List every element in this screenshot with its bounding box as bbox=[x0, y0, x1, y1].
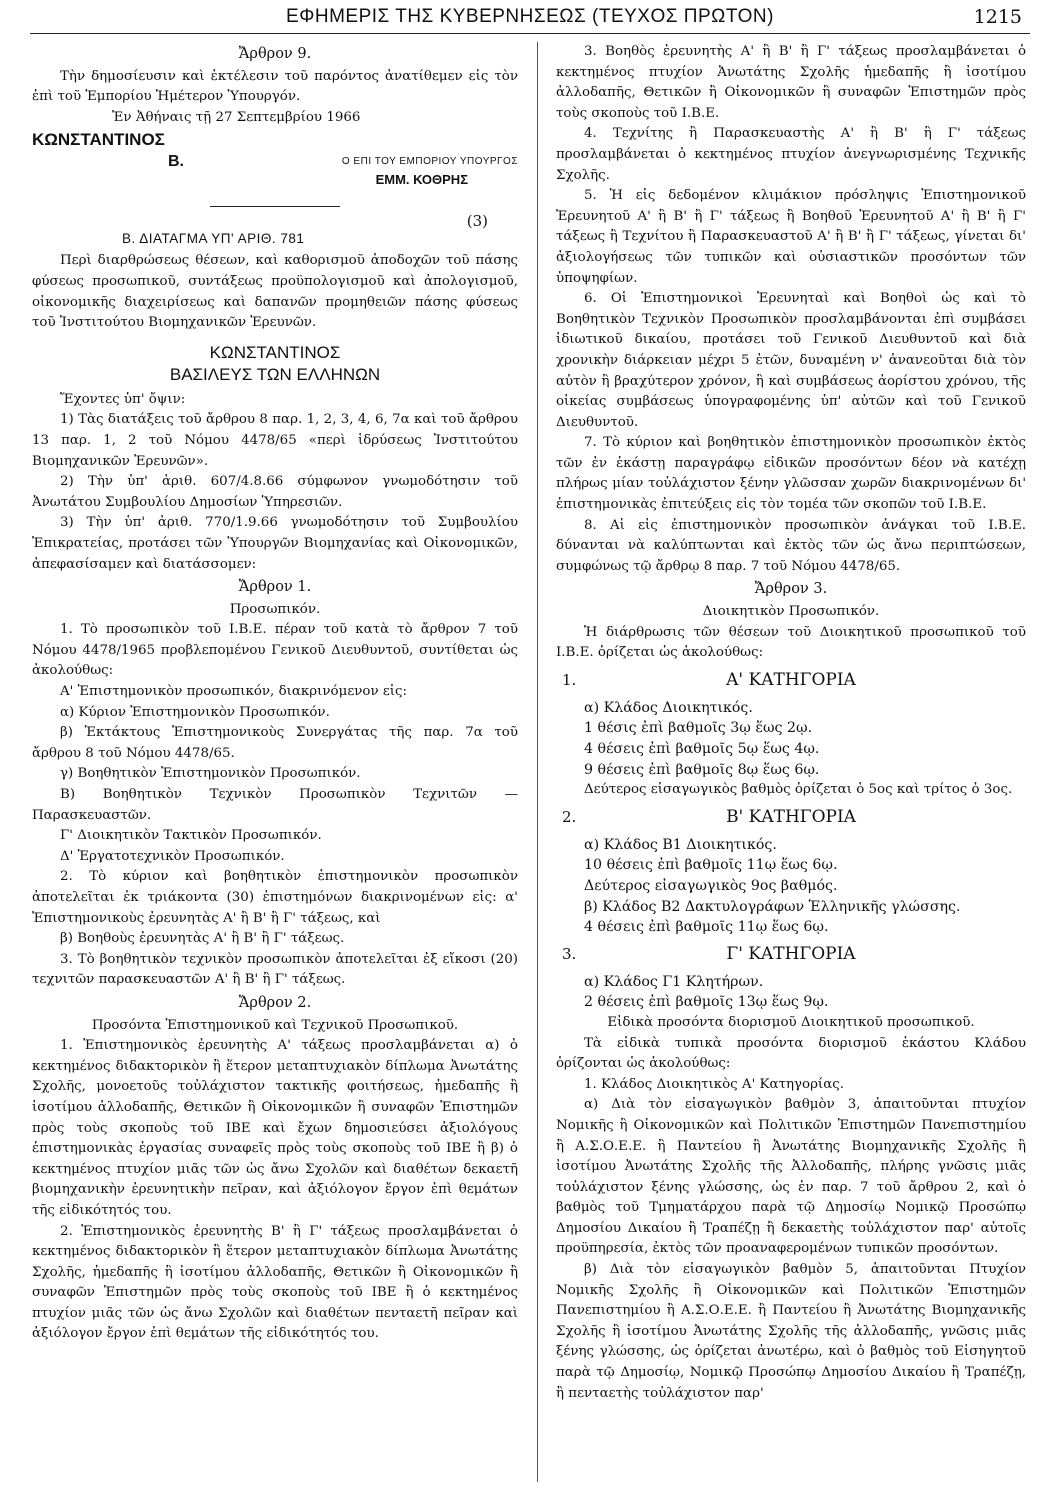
category-1-branch: α) Κλάδος Διοικητικός. bbox=[584, 699, 753, 716]
page-header bbox=[30, 4, 1030, 32]
signer-king: ΚΩΝΣΤΑΝΤΙΝΟΣ bbox=[32, 130, 165, 150]
category-3-line-1: 2 θέσεις ἐπὶ βαθμοῖς 13ῳ ἕως 9ῳ. bbox=[584, 994, 829, 1011]
category-3-heading bbox=[556, 942, 1026, 968]
separator-rule bbox=[210, 206, 340, 207]
category-1-heading bbox=[556, 668, 1026, 694]
decree-title: Β. ΔΙΑΤΑΓΜΑ ΥΠ' ΑΡΙΘ. 781 bbox=[122, 231, 305, 247]
decree-heading bbox=[32, 211, 518, 251]
category-2-branch-b1: α) Κλάδος Β1 Διοικητικός. bbox=[584, 836, 777, 853]
category-3-branch: α) Κλάδος Γ1 Κλητήρων. bbox=[584, 973, 764, 990]
special-qualifications-heading: Εἰδικὰ προσόντα διορισμοῦ Διοικητικοῦ προσωπικοῦ. bbox=[607, 1014, 975, 1030]
article-3-intro: Ἡ διάρθρωσις τῶν θέσεων τοῦ Διοικητικοῦ προσωπικοῦ τοῦ Ι.Β.Ε. ὁρίζεται ὡς ἀκολούθως: bbox=[556, 624, 1026, 661]
category-1-line-1: 1 θέσις ἐπὶ βαθμοῖς 3ῳ ἕως 2ῳ. bbox=[584, 720, 813, 737]
article-2-para-4: 4. Τεχνίτης ἢ Παρασκευαστὴς Α' ἢ Β' ἢ Γ' τάξεως προσλαμβάνεται ὁ κεκτημένος πτυχίον ἀνεγνωρισμένης Τεχνικῆς Σχολῆς. bbox=[556, 126, 1026, 183]
article-1-item-a-alpha: α) Κύριον Ἐπιστημονικὸν Προσωπικόν. bbox=[60, 704, 330, 720]
article-2-para-2: 2. Ἐπιστημονικὸς ἐρευνητὴς Β' ἢ Γ' τάξεως προσλαμβάνεται ὁ κεκτημένος διδακτορικὸν ἢ ἕτερον μεταπτυχιακὸν δίπλωμα Ἀνωτάτης Σχολῆς, ἡμεδαπῆς ἢ ἰσοτίμου ἀλλοδαπῆς, Θετικῶν ἢ Οἰκονομικῶν ἢ συναφῶν Ἐπιστημῶν πρὸς τοὺς σκοποὺς τοῦ ΙΒΕ ἢ ὁ κεκτημένος πτυχίον μιᾶς τῶν ὡς ἄνω Σχολῶν καὶ διαθέτων πενταετῆ πεῖραν καὶ ἀξιόλογον ἔργον ἐπὶ θεμάτων τῆς εἰδικότητός του. bbox=[32, 1223, 518, 1342]
article-9-text: Τὴν δημοσίευσιν καὶ ἐκτέλεσιν τοῦ παρόντος ἀνατίθεμεν εἰς τὸν ἐπὶ τοῦ Ἐμπορίου Ἡμέτερον Ὑπουργόν. bbox=[32, 68, 518, 105]
special-qualifications-intro: Τὰ εἰδικὰ τυπικὰ προσόντα διορισμοῦ ἑκάστου Κλάδου ὁρίζονται ὡς ἀκολούθως: bbox=[556, 1035, 1026, 1072]
article-2-para-7: 7. Τὸ κύριον καὶ βοηθητικὸν ἐπιστημονικὸν προσωπικὸν ἐκτὸς τῶν ἐν ἑκάστῃ παραγράφῳ εἰδικῶν προσόντων δέον νὰ κατέχῃ πλήρως μίαν τοὐλάχιστον ξένην γλῶσσαν χωρῶν διακρινομένων δι' ἐπιστημονικὰς ἐπιτεύξεις εἰς τὸν τομέα τῶν σκοπῶν τοῦ Ι.Β.Ε. bbox=[556, 435, 1026, 513]
article-1-title: Ἄρθρον 1. bbox=[238, 579, 312, 596]
having-in-view: Ἔχοντες ὑπ' ὄψιν: bbox=[60, 391, 186, 407]
article-3-title: Ἄρθρον 3. bbox=[754, 581, 828, 598]
article-2-para-1: 1. Ἐπιστημονικὸς ἐρευνητὴς Α' τάξεως προσλαμβάνεται α) ὁ κεκτημένος διδακτορικὸν ἢ ἕτερον μεταπτυχιακὸν δίπλωμα Ἀνωτάτης Σχολῆς, μονοετοῦς τοὐλάχιστον τακτικῆς φοιτήσεως, ἡμεδαπῆς ἢ ἰσοτίμου ἀλλοδαπῆς, Θετικῶν ἢ Οἰκονομικῶν ἢ συναφῶν Ἐπιστημῶν πρὸς τοὺς σκοποὺς τοῦ ΙΒΕ καὶ ἔχων δημοσιεύσει ἀξιολόγους ἐπιστημονικὰς ἐργασίας συναφεῖς πρὸς τοὺς σκοποὺς τοῦ ΙΒΕ ἢ β) ὁ κεκτημένος πτυχίον μιᾶς τῶν ὡς ἄνω Σχολῶν καὶ διαθέτων δεκαετῆ βιομηχανικὴν ἐρευνητικὴν πεῖραν, καὶ ἀξιόλογον ἔργον ἐπὶ θεμάτων τῆς εἰδικότητός του. bbox=[32, 1038, 518, 1218]
article-1-para-2b: β) Βοηθοὺς ἐρευνητὰς Α' ἢ Β' ἢ Γ' τάξεως. bbox=[60, 931, 345, 947]
article-2-subtitle: Προσόντα Ἐπιστημονικοῦ καὶ Τεχνικοῦ Προσωπικοῦ. bbox=[91, 1017, 459, 1033]
article-1-item-a-beta: β) Ἐκτάκτους Ἐπιστημονικοὺς Συνεργάτας τῆς παρ. 7α τοῦ ἄρθρου 8 τοῦ Νόμου 4478/65. bbox=[32, 725, 518, 761]
category-2-line-3: 4 θέσεις ἐπὶ βαθμοῖς 11ῳ ἕως 6ῳ. bbox=[584, 919, 829, 936]
article-2-para-6: 6. Οἱ Ἐπιστημονικοὶ Ἐρευνηταὶ καὶ Βοηθοὶ ὡς καὶ τὸ Βοηθητικὸν Τεχνικὸν Προσωπικὸν προσλαμβάνονται ἐπὶ συμβάσει ἰδιωτικοῦ δικαίου, προτάσει τοῦ Γενικοῦ Διευθυντοῦ καὶ διὰ χρονικὴν διάρκειαν μέχρι 5 ἐτῶν, δυναμένη ν' ἀνανεοῦται διὰ τὸν αὐτὸν ἢ βραχύτερον χρόνον, ἢ καὶ συμβάσεως ἀορίστου χρόνου, τῆς οἰκείας συμβάσεως ὑπογραφομένης ὑπ' αὐτῶν καὶ τοῦ Γενικοῦ Διευθυντοῦ. bbox=[556, 291, 1026, 430]
column-divider bbox=[537, 42, 538, 1482]
decree-subject: Περὶ διαρθρώσεως θέσεων, καὶ καθορισμοῦ ἀποδοχῶν τοῦ πάσης φύσεως προσωπικοῦ, συντάξεως προϋπολογισμοῦ καὶ ἀπολογισμοῦ, οἰκονομικῆς διαχειρίσεως καὶ δαπανῶν προμηθειῶν πάσης φύσεως τοῦ Ἰνστιτούτου Βιομηχανικῶν Ἐρευνῶν. bbox=[32, 253, 518, 331]
article-9-title: Ἄρθρον 9. bbox=[238, 46, 312, 62]
special-branch-1-b: β) Διὰ τὸν εἰσαγωγικὸν βαθμὸν 5, ἀπαιτοῦνται Πτυχίον Νομικῆς Σχολῆς ἢ Οἰκονομικῶν καὶ Πολιτικῶν Ἐπιστημῶν Πανεπιστημίου ἢ Α.Σ.Ο.Ε.Ε. ἢ Παντείου ἢ Ἀνωτάτης Βιομηχανικῆς Σχολῆς ἢ ἰσοτίμου Ἀνωτάτης Σχολῆς τῆς ἀλλοδαπῆς, γνῶσις μιᾶς ξένης γλώσσης, ὡς ὁρίζεται ἀνωτέρω, καὶ ὁ βαθμὸς τοῦ Εἰσηγητοῦ παρὰ τῷ Δημοσίῳ, Νομικῷ Προσώπῳ Δημοσίου Δικαίου ἢ Τραπέζῃ, ἢ πενταετὴς τοὐλάχιστον παρ' bbox=[556, 1262, 1026, 1401]
king-title: ΒΑΣΙΛΕΥΣ ΤΩΝ ΕΛΛΗΝΩΝ bbox=[169, 364, 381, 384]
gazette-title: ΕΦΗΜΕΡΙΣ ΤΗΣ ΚΥΒΕΡΝΗΣΕΩΣ (ΤΕΥΧΟΣ ΠΡΩΤΟΝ) bbox=[286, 6, 774, 27]
category-1-number: 1. bbox=[562, 670, 577, 689]
category-2-branch-b2: β) Κλάδος Β2 Δακτυλογράφων Ἑλληνικῆς γλώσσης. bbox=[584, 898, 961, 915]
king-name: ΚΩΝΣΤΑΝΤΙΝΟΣ bbox=[209, 342, 341, 362]
header-rule bbox=[30, 33, 1030, 34]
right-column bbox=[556, 42, 1026, 1404]
category-1-line-4: Δεύτερος εἰσαγωγικὸς βαθμὸς ὁρίζεται ὁ 5ος καὶ τρίτος ὁ 3ος. bbox=[584, 782, 1013, 798]
special-branch-1: 1. Κλάδος Διοικητικὸς Α' Κατηγορίας. bbox=[584, 1076, 844, 1092]
consideration-1: 1) Τὰς διατάξεις τοῦ ἄρθρου 8 παρ. 1, 2, 3, 4, 6, 7α καὶ τοῦ ἄρθρου 13 παρ. 1, 2 τοῦ Νόμου 4478/65 «περὶ ἱδρύσεως Ἰνστιτούτου Βιομηχανικῶν Ἐρευνῶν». bbox=[32, 412, 518, 469]
page-number: 1215 bbox=[973, 6, 1022, 28]
category-2-number: 2. bbox=[562, 807, 577, 826]
signature-block bbox=[32, 152, 518, 196]
article-1-item-a-gamma: γ) Βοηθητικὸν Ἐπιστημονικὸν Προσωπικόν. bbox=[60, 766, 361, 782]
date-line: Ἐν Ἀθήναις τῇ 27 Σεπτεμβρίου 1966 bbox=[112, 109, 361, 125]
minister-name: ΕΜΜ. ΚΟΘΡΗΣ bbox=[375, 172, 468, 188]
minister-title: Ο ΕΠΙ ΤΟΥ ΕΜΠΟΡΙΟΥ ΥΠΟΥΡΓΟΣ bbox=[341, 156, 518, 168]
decree-number: (3) bbox=[466, 212, 488, 231]
article-1-para-1: 1. Τὸ προσωπικὸν τοῦ Ι.Β.Ε. πέραν τοῦ κατὰ τὸ ἄρθρον 7 τοῦ Νόμου 4478/1965 προβλεπομένου Γενικοῦ Διευθυντοῦ, συντίθεται ὡς ἀκολούθως: bbox=[32, 622, 518, 679]
article-1-item-a: Α' Ἐπιστημονικὸν προσωπικόν, διακρινόμενον εἰς: bbox=[60, 684, 408, 700]
article-1-item-b: Β) Βοηθητικὸν Τεχνικὸν Προσωπικὸν Τεχνιτῶν — Παρασκευαστῶν. bbox=[32, 787, 518, 823]
category-2-line-1: 10 θέσεις ἐπὶ βαθμοῖς 11ῳ ἕως 6ῳ. bbox=[584, 857, 838, 874]
category-3-title: Γ' ΚΑΤΗΓΟΡΙΑ bbox=[726, 943, 856, 964]
left-column bbox=[32, 42, 518, 1345]
category-2-line-2: Δεύτερος εἰσαγωγικὸς 9ος βαθμός. bbox=[584, 877, 838, 894]
consideration-3: 3) Τὴν ὑπ' ἀριθ. 770/1.9.66 γνωμοδότησιν τοῦ Συμβουλίου Ἐπικρατείας, προτάσει τῶν Ὑπουργῶν Βιομηχανίας καὶ Οἰκονομικῶν, ἀπεφασίσαμεν καὶ διατάσσομεν: bbox=[32, 515, 518, 572]
article-1-para-3: 3. Τὸ βοηθητικὸν τεχνικὸν προσωπικὸν ἀποτελεῖται ἐξ εἴκοσι (20) τεχνιτῶν παρασκευαστῶν Α' ἢ Β' ἢ Γ' τάξεως. bbox=[32, 951, 518, 988]
category-1-line-2: 4 θέσεις ἐπὶ βαθμοῖς 5ῳ ἕως 4ῳ. bbox=[584, 741, 820, 757]
category-2-heading bbox=[556, 805, 1026, 831]
article-1-item-d: Δ' Ἐργατοτεχνικὸν Προσωπικόν. bbox=[60, 848, 285, 864]
category-1-line-3: 9 θέσεις ἐπὶ βαθμοῖς 8ῳ ἕως 6ῳ. bbox=[584, 761, 820, 778]
article-2-para-3: 3. Βοηθὸς ἐρευνητὴς Α' ἢ Β' ἢ Γ' τάξεως προσλαμβάνεται ὁ κεκτημένος πτυχίον Ἀνωτάτης Σχολῆς ἡμεδαπῆς ἢ ἰσοτίμου ἀλλοδαπῆς, Θετικῶν ἢ Οἰκονομικῶν ἢ συναφῶν Ἐπιστημῶν πρὸς τοὺς σκοποὺς τοῦ Ι.Β.Ε. bbox=[556, 44, 1026, 121]
article-2-title: Ἄρθρον 2. bbox=[238, 994, 312, 1011]
category-3-number: 3. bbox=[562, 944, 577, 963]
category-1-title: Α' ΚΑΤΗΓΟΡΙΑ bbox=[726, 669, 856, 690]
special-branch-1-a: α) Διὰ τὸν εἰσαγωγικὸν βαθμὸν 3, ἀπαιτοῦνται πτυχίον Νομικῆς ἢ Οἰκονομικῶν καὶ Πολιτικῶν Ἐπιστημῶν Πανεπιστημίου ἢ Α.Σ.Ο.Ε.Ε. ἢ Παντείου ἢ Ἀνωτάτης Βιομηχανικῆς Σχολῆς ἢ ἰσοτίμου Ἀνωτάτης Σχολῆς τῆς Ἀλλοδαπῆς, πλήρης γνῶσις μιᾶς τοὐλάχιστον ξένης γλώσσης, ὡς ἐν παρ. 7 τοῦ ἄρθρου 2, καὶ ὁ βαθμὸς τοῦ Τμηματάρχου παρὰ τῷ Δημοσίῳ Νομικῷ Προσώπῳ Δημοσίου Δικαίου ἢ Τραπέζῃ ἢ δεκαετὴς τοὐλάχιστον παρ' αὐτοῖς προϋπηρεσία, ἐκτὸς τῶν προαναφερομένων τυπικῶν προσόντων. bbox=[556, 1097, 1026, 1257]
category-2-title: Β' ΚΑΤΗΓΟΡΙΑ bbox=[726, 806, 856, 827]
article-1-item-g: Γ' Διοικητικὸν Τακτικὸν Προσωπικόν. bbox=[60, 828, 322, 844]
article-2-para-5: 5. Ἡ εἰς δεδομένον κλιμάκιον πρόσληψις Ἐπιστημονικοῦ Ἐρευνητοῦ Α' ἢ Β' ἢ Γ' τάξεως ἢ Βοηθοῦ Ἐρευνητοῦ Α' ἢ Β' ἢ Γ' τάξεως ἢ Τεχνίτου ἢ Παρασκευαστοῦ Α' ἢ Β' ἢ Γ' τάξεως, γίνεται δι' ἀξιολογήσεως τῶν τυπικῶν καὶ οὐσιαστικῶν προσόντων τῶν ὑποψηφίων. bbox=[556, 188, 1026, 286]
article-3-subtitle: Διοικητικὸν Προσωπικόν. bbox=[702, 604, 880, 620]
king-heading bbox=[32, 342, 518, 386]
article-2-para-8: 8. Αἱ εἰς ἐπιστημονικὸν προσωπικὸν ἀνάγκαι τοῦ Ι.Β.Ε. δύνανται νὰ καλύπτωνται καὶ ἐκτὸς τῶν ὡς ἄνω περιπτώσεων, συμφώνως τῷ ἄρθρῳ 8 παρ. 7 τοῦ Νόμου 4478/65. bbox=[556, 517, 1026, 574]
consideration-2: 2) Τὴν ὑπ' ἀριθ. 607/4.8.66 σύμφωνον γνωμοδότησιν τοῦ Ἀνωτάτου Συμβουλίου Δημοσίων Ὑπηρεσιῶν. bbox=[32, 474, 518, 510]
article-1-para-2: 2. Τὸ κύριον καὶ βοηθητικὸν ἐπιστημονικὸν προσωπικὸν ἀποτελεῖται ἐκ τριάκοντα (30) ἐπιστημόνων διακρινομένων εἰς: α' Ἐπιστημονικοὺς ἐρευνητὰς Α' ἢ Β' ἢ Γ' τάξεως, καὶ bbox=[32, 869, 518, 926]
article-1-subtitle: Προσωπικόν. bbox=[229, 601, 321, 617]
signer-king-letter: Β. bbox=[168, 153, 184, 171]
